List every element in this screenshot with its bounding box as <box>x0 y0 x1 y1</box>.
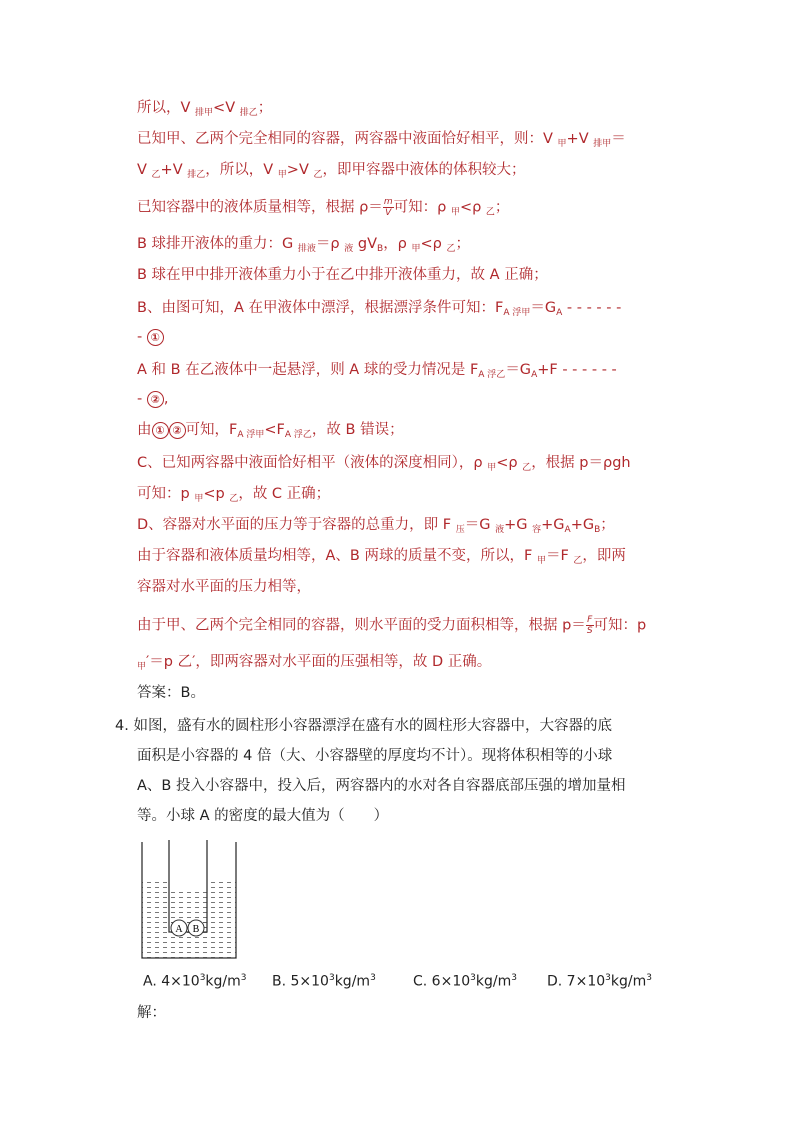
question-line-4: 等。小球 A 的密度的最大值为（ ） <box>137 808 389 824</box>
solution-line-17: 由于甲、乙两个完全相同的容器，则水平面的受力面积相等，根据 p＝ $\frac{F}{S}$ 可知：p <box>137 615 647 636</box>
circled-two: ② <box>147 391 164 408</box>
solution-line-11: 由 ① ② 可知，$F_{A 浮甲}<F_{A 浮乙}$，故 B 错误； <box>137 422 404 440</box>
pressure-fraction: $\frac{F}{S}$ <box>586 615 593 636</box>
container-figure <box>138 840 242 964</box>
solution-line-16: 容器对水平面的压力相等， <box>137 579 311 595</box>
solution-line-4: 已知容器中的液体质量相等，根据 ρ＝ $\frac{m}{V}$ 可知：ρ $_甲$<ρ $_乙$； <box>137 197 510 218</box>
solution-line-13: 可知：p $_甲$<p $_乙$，故 C 正确； <box>137 486 331 504</box>
solution-line-3: V $_乙$+V $_{排乙}$，所以，V $_甲$>V $_乙$，即甲容器中液体的体积较大； <box>137 162 526 180</box>
jie-label: 解： <box>137 1005 166 1021</box>
question-line-1: 4. 如图，盛有水的圆柱形小容器漂浮在盛有水的圆柱形大容器中，大容器的底 <box>115 718 612 734</box>
option-d[interactable]: D. $7\times 10^3kg/m^3$ <box>547 973 652 990</box>
solution-line-10: - ② , <box>137 391 169 407</box>
ball-b-label: B <box>192 924 200 935</box>
option-c[interactable]: C. $6\times 10^3kg/m^3$ <box>413 973 517 990</box>
circled-two: ② <box>169 422 186 439</box>
circled-one: ① <box>147 329 164 346</box>
solution-line-5: B 球排开液体的重力：G $_{排液}$＝ρ $_液$ $gV_B$，ρ $_甲$<ρ $_乙$； <box>137 236 471 254</box>
solution-line-2: 已知甲、乙两个完全相同的容器，两容器中液面恰好相平，则：V $_甲$+V $_{排甲}$＝ <box>137 131 626 149</box>
solution-line-14: D、容器对水平面的压力等于容器的总重力，即 F $_压$＝G $_液$+G $_容+G_A+G_B$； <box>137 517 615 535</box>
solution-line-15: 由于容器和液体质量均相等，A、B 两球的质量不变，所以，F $_甲$＝F $_乙$，即两 <box>137 548 626 566</box>
answer-line: 答案：B。 <box>137 685 205 701</box>
density-fraction: $\frac{m}{V}$ <box>383 197 393 218</box>
question-number: 4. <box>115 718 129 734</box>
option-b[interactable]: B. $5\times 10^3kg/m^3$ <box>272 973 376 990</box>
question-line-2: 面积是小容器的 4 倍（大、小容器壁的厚度均不计）。现将体积相等的小球 <box>137 748 613 764</box>
solution-line-9: A 和 B 在乙液体中一起悬浮，则 A 球的受力情况是 $F_{A 浮乙}=G_A+F$ - - - - - - <box>137 362 617 380</box>
circled-one: ① <box>152 422 169 439</box>
solution-line-18: $_甲$′＝p 乙′，即两容器对水平面的压强相等，故 D 正确。 <box>137 654 492 672</box>
solution-line-6: B 球在甲中排开液体重力小于在乙中排开液体重力，故 A 正确； <box>137 267 548 283</box>
solution-line-12: C、已知两容器中液面恰好相平（液体的深度相同），ρ $_甲$<ρ $_乙$，根据 p＝ρgh <box>137 455 631 473</box>
ball-a-label: A <box>175 924 183 935</box>
question-line-3: A、B 投入小容器中，投入后，两容器内的水对各自容器底部压强的增加量相 <box>137 778 626 794</box>
option-a[interactable]: A. $4\times 10^3kg/m^3$ <box>143 973 247 990</box>
solution-line-1: 所以，V $_{排甲}$<V $_{排乙}$； <box>137 100 273 118</box>
solution-line-8: - ① <box>137 327 164 347</box>
solution-line-7: B、由图可知，A 在甲液体中漂浮，根据漂浮条件可知：$F_{A 浮甲}=G_A$ - - - - - - <box>137 300 622 318</box>
